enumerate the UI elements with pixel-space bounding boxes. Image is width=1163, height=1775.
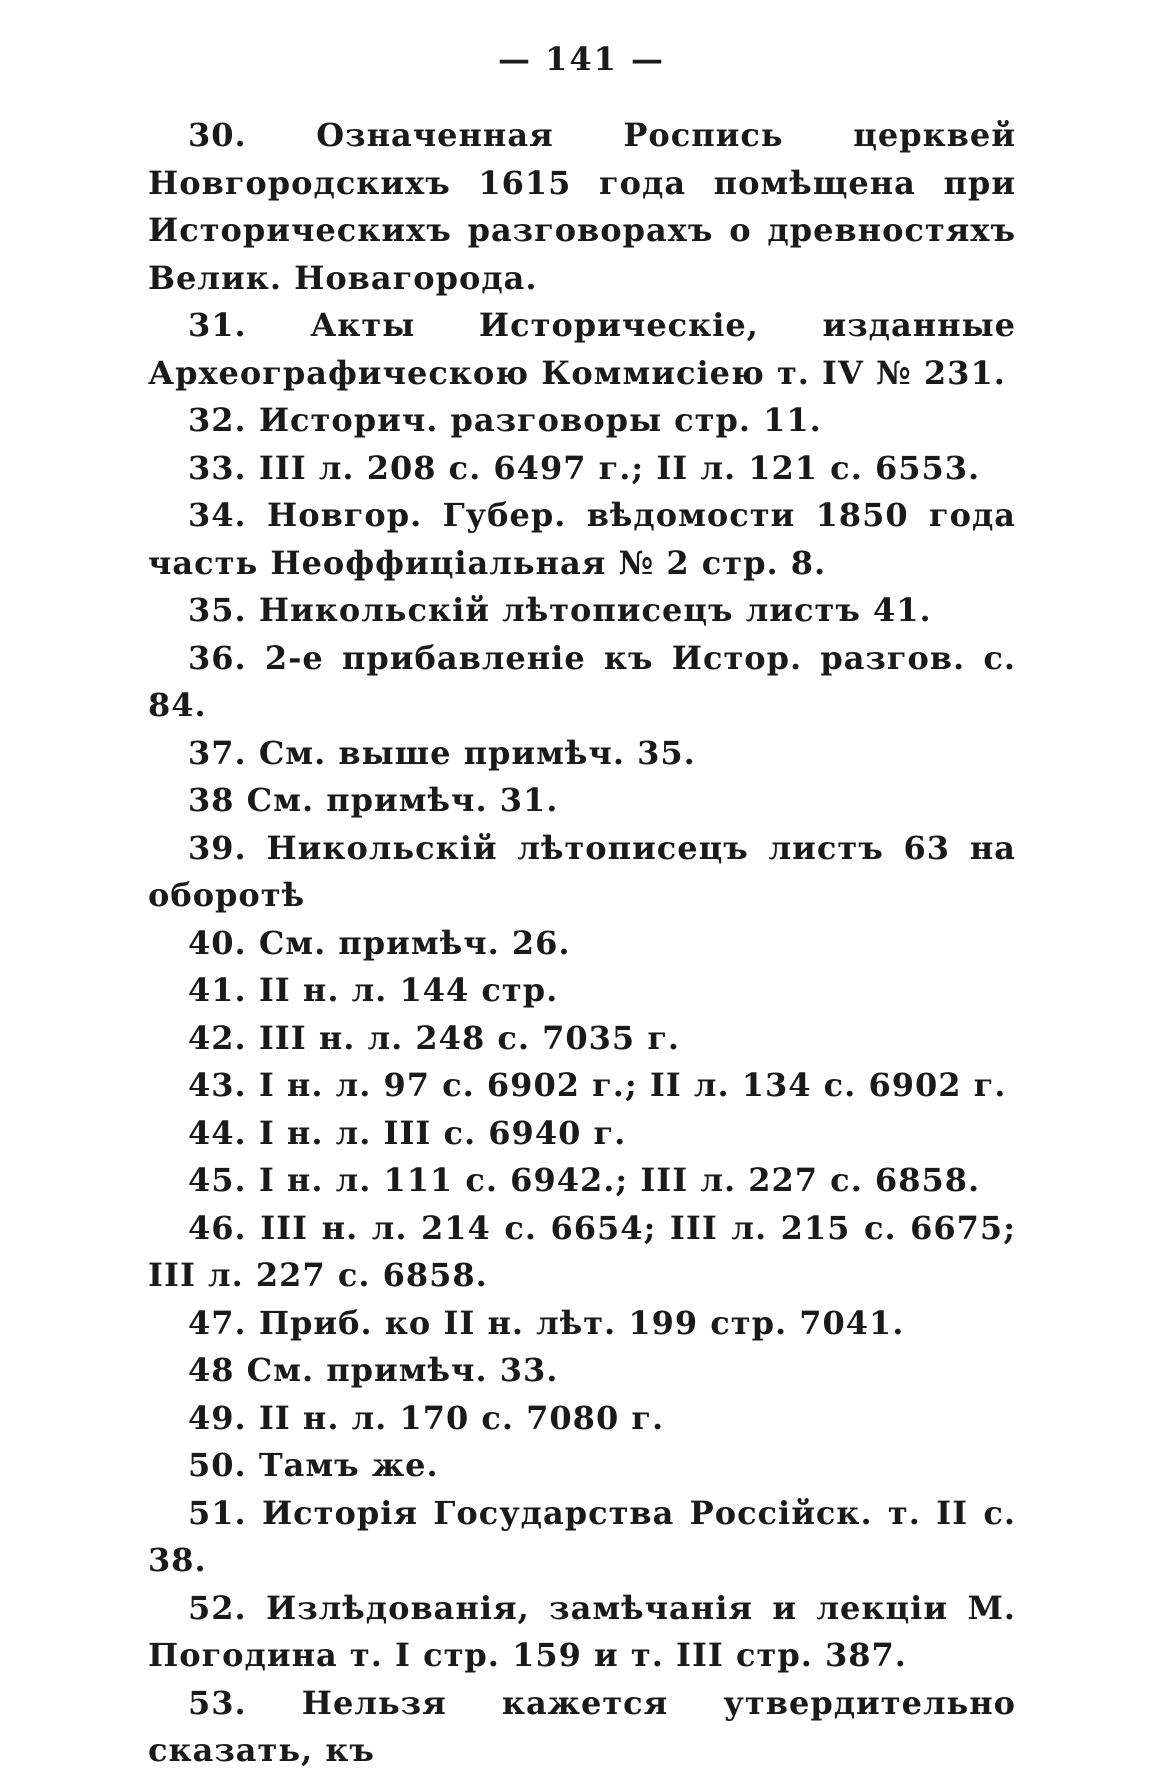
endnote-35: 35. Никольскій лѣтописецъ листъ 41. [188,591,932,629]
endnote-47: 47. Приб. ко II н. лѣт. 199 стр. 7041. [188,1303,905,1342]
endnote-30: 30. Означенная Роспись церквей Новгородскихъ 1615 года помѣщена при Историческихъ разговорахъ о древностяхъ Велик. Новагорода. [148,116,1016,297]
endnote-48: 48 См. примѣч. 33. [188,1351,559,1389]
endnote-45: 45. I н. л. 111 с. 6942.; III л. 227 с. 6858. [188,1161,981,1199]
endnote-40: 40. См. примѣч. 26. [188,923,571,962]
endnote-41: 41. II н. л. 144 стр. [188,971,559,1009]
endnote-36: 36. 2-е прибавленіе къ Истор. разгов. с. 84. [148,638,1016,724]
endnote-38: 38 См. примѣч. 31. [188,781,559,819]
endnote-31: 31. Акты Историческіе, изданные Археографическою Коммисіею т. IV № 231. [148,306,1016,392]
endnote-49: 49. II н. л. 170 с. 7080 г. [188,1398,665,1437]
endnote-50: 50. Тамъ же. [188,1446,439,1484]
endnote-42: 42. III н. л. 248 с. 7035 г. [188,1018,681,1057]
endnote-52: 52. Излѣдованія, замѣчанія и лекціи М. Погодина т. I стр. 159 и т. III стр. 387. [148,1588,1016,1674]
endnote-53: 53. Нельзя кажется утвердительно сказать, къ [148,1683,1016,1769]
endnote-44: 44. I н. л. III с. 6940 г. [188,1113,627,1152]
endnote-33: 33. III л. 208 с. 6497 г.; II л. 121 с. 6553. [188,448,981,487]
endnote-51: 51. Исторія Государства Россійск. т. II с. 38. [148,1493,1016,1579]
endnote-46: 46. III н. л. 214 с. 6654; III л. 215 с. 6675; III л. 227 с. 6858. [148,1208,1016,1294]
endnote-39: 39. Никольскій лѣтописецъ листъ 63 на оборотѣ [148,828,1016,914]
endnote-37: 37. См. выше примѣч. 35. [188,733,696,772]
endnotes-list [148,112,1016,1775]
endnote-43: 43. I н. л. 97 с. 6902 г.; II л. 134 с. 6902 г. [188,1066,1007,1104]
page-number: — 141 — [497,40,666,78]
endnote-34: 34. Новгор. Губер. вѣдомости 1850 года часть Неоффиціальная № 2 стр. 8. [148,496,1016,582]
endnote-32: 32. Историч. разговоры стр. 11. [188,401,822,439]
